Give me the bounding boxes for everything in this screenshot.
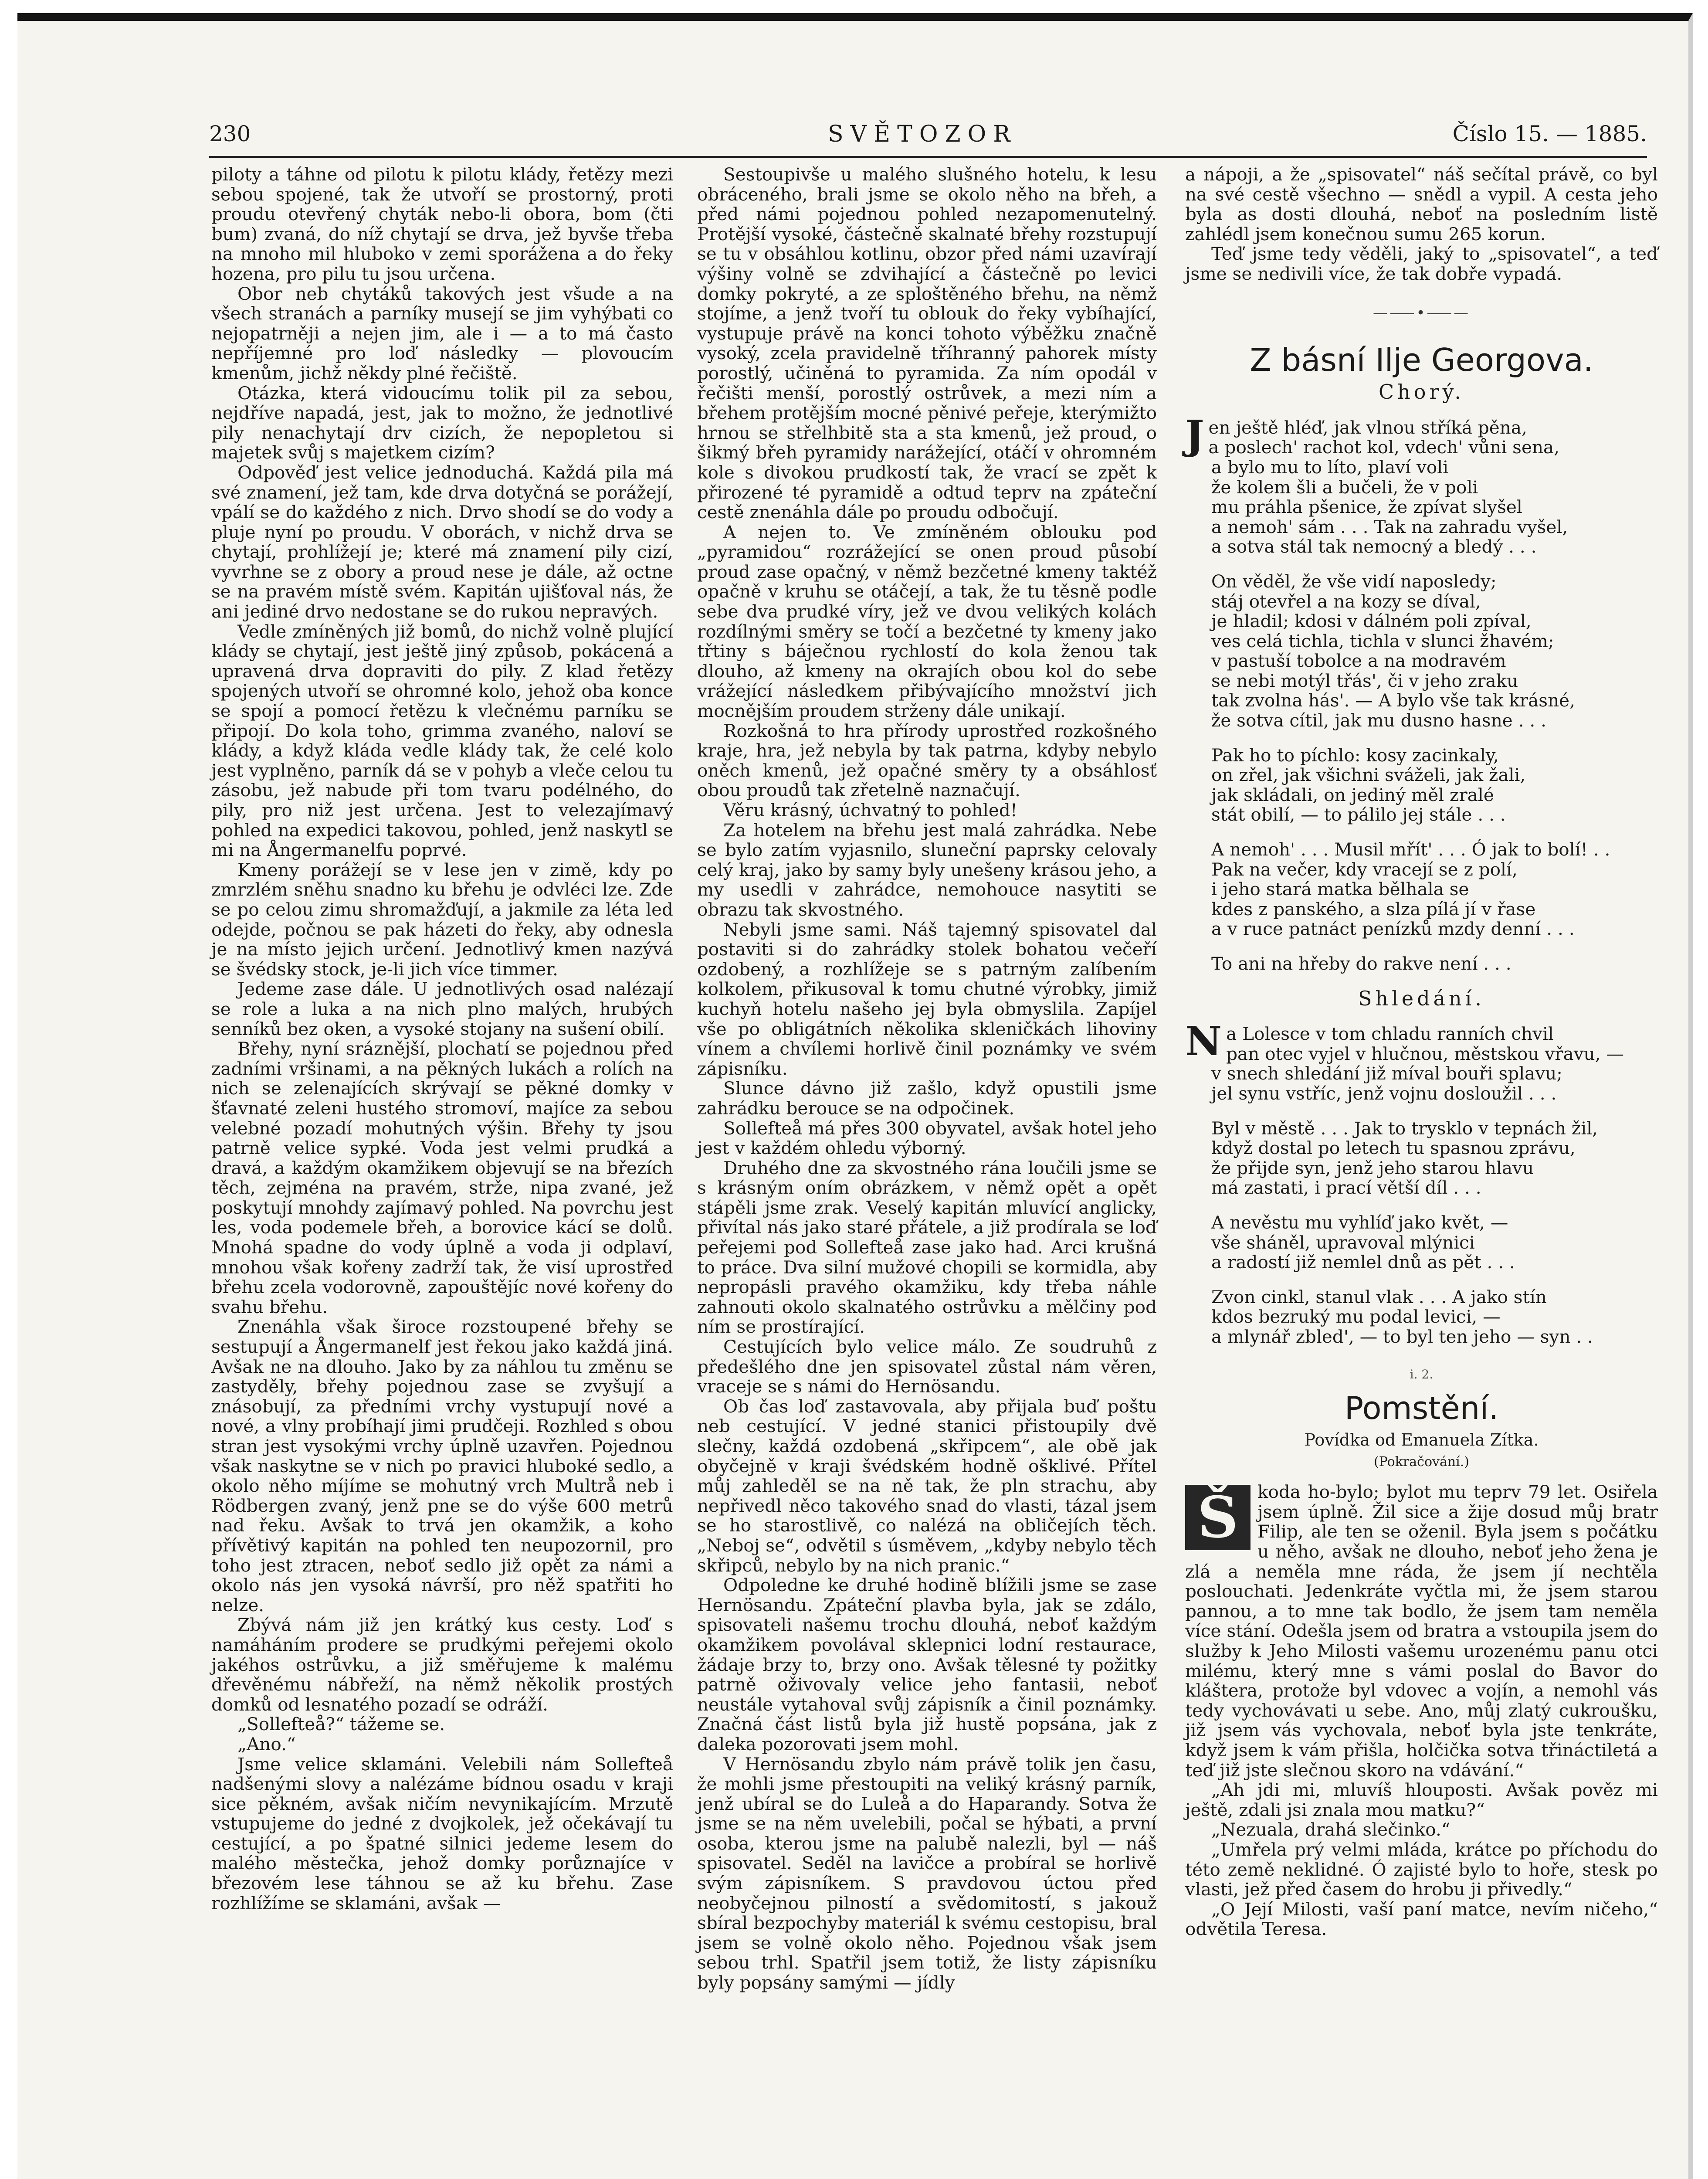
poem-stanza [1185,840,1658,939]
paragraph: Znenáhla však široce rozstoupené břehy se sestupují a Ångermanelf jest řekou jako každá jiná. Avšak ne na dlouho. Jako by za náhlou tu změnu se zastyděly, břehy pojednou zase se zvyšují a znásobují, za předními vrchy vystupují nové a nové, a vlny probíhají jimi prudčeji. Rozhled s obou stran jest vysokými vrchy úplně uzavřen. Pojednou však naskytne se v nich po pravici hluboké sedlo, a okolo něho míjíme se mohutný vrch Multrå neb i Rödbergen zvaný, jenž pne se do výše 600 metrů nad řeku. Avšak to trvá jen okamžik, a koho přívětivý kapitán na pohled ten neupozornil, pro toho jest ztracen, neboť sedlo již opět za námi a okolo nás jen vysoká návrší, pro něž spatřiti ho nelze. [211,1316,673,1616]
verse-line: On věděl, že vše vidí naposledy; [1211,570,1497,592]
paragraph: „Umřela prý velmi mláda, krátce po příchodu do této země neklidné. Ó zajisté bylo to hoře, stesk po vlasti, jež před časem do hrobu ji přivedly.“ [1185,1839,1658,1900]
verse-line: stát obilí, — to pálilo jej stále . . . [1211,804,1506,825]
verse-line: Pak ho to píchlo: kosy zacinkaly, [1211,744,1499,766]
verse-line: jak skládali, on jediný měl zralé [1211,784,1494,805]
paragraph [1185,1482,1658,1780]
verse-line: stáj otevřel a na kozy se díval, [1211,591,1481,612]
paragraph: Zbývá nám již jen krátký kus cesty. Loď s namáháním prodere se prudkými peřejemi okolo jakéhos ostrůvku, a již směřujeme k malému dřevěnému nábřeží, na němž několik prostých domků od lesnatého pozadí se odráží. [211,1614,673,1715]
paragraph: Obor neb chytáků takových jest všude a na všech stranách a parníky musejí se jim vyhýbati co nejopatrněji a nejen jim, ale i — a to má často nepříjemné pro loď následky — plovoucím kmenům, jichž někdy plné řečiště. [211,283,673,384]
page-header [209,121,1647,156]
verse-line: a radostí již nemlel dnů as pět . . . [1211,1252,1515,1273]
verse-line: a bylo mu to líto, plaví voli [1211,456,1449,478]
verse-line: Byl v městě . . . Jak to trysklo v tepnách žil, [1211,1117,1598,1139]
paragraph: Za hotelem na břehu jest malá zahrádka. Nebe se bylo zatím vyjasnilo, sluneční paprsky celovaly celý kraj, jako by samy byly unešeny krásou jeho, a my usedli v zahrádce, nemohouce nasytiti se obrazu tak skvostného. [697,819,1157,920]
verse-line: a Lolesce v tom chladu ranních chvil [1226,1023,1554,1045]
poem-stanza [1185,411,1658,557]
paragraph: A nejen to. Ve zmíněném oblouku pod „pyramidou“ rozrážející se onen proud působí proud zase opačný, v němž bezčetné kmeny taktéž opačně v kruhu se otáčejí, a tak, že tu těsně podle sebe dva prudké víry, jež ve dvou velikých kolách rozdílnými směry se točí a bezčetné ty kmeny jako třtiny s báječnou rychlostí do kola ženou tak dlouho, až kmeny na okrajích obou kol do sebe vrážející následkem přibývajícího množství jich mocnějším proudem strženy dále unikají. [697,521,1157,722]
poem-stanza [1185,954,1658,974]
verse-line: když dostal po letech tu spasnou zprávu, [1211,1137,1576,1159]
verse-line: tak zvolna hás'. — A bylo vše tak krásné, [1211,690,1575,711]
paragraph: Sestoupivše u malého slušného hotelu, k lesu obráceného, brali jsme se okolo něho na břeh, a před námi pojednou pohled nezapomenutelný. Protější vysoké, částečně skalnaté břehy rozstupují se tu v obsáhlou kotlinu, obzor před námi uzavírají výšiny volně se zdvihající a částečně po levici domky pokryté, a ze sploštěného břehu, na němž stojíme, a jenž tvoří tu oblouk do řeky vybíhající, vystupuje právě na konci tohoto výběžku značně vysoký, zcela pravidelně tříhranný pahorek místy porostlý, učiněná to pyramida. Za ním opodál v řečišti menší, porostlý ostrůvek, a mezi ním a břehem protějším mocné pěnivé peřeje, kterýmižto hrnou se střelhbitě sta a sta kmenů, jež proud, o šikmý břeh pyramidy narážející, otáčí v ohromném kole s divokou prudkostí tak, že vrací se zpět k přirozené té pyramidě a odtud teprv na zpáteční cestě znenáhla dále po proudu odbočují. [697,164,1157,523]
verse-line: Pak na večer, kdy vracejí se z polí, [1211,859,1518,880]
paragraph: „Sollefteå?“ tážeme se. [237,1714,445,1735]
poem-title: Shledání. [1358,986,1485,1010]
verse-line: en ještě hléď, jak vlnou stříká pěna, [1208,417,1527,438]
verse-line: a nemoh' sám . . . Tak na zahradu vyšel, [1211,516,1568,537]
paragraph: Břehy, nyní sráznější, plochatí se pojednou před zadními vršinami, a na pěkných lukách a rolích na nich se zelenajících skrývají se pěkné domky v šťavnaté zeleni hustého stromoví, majíce za sebou velebné pozadí mohutných výšin. Břehy ty jsou patrně velice sypké. Voda jest velmi prudká a dravá, a každým okamžikem objevují se na březích těch, zejména na pravém, strže, nipa zvané, jež poskytují mnohdy zajímavý pohled. Na povrchu jest les, voda podemele břeh, a borovice kácí se dolů. Mnohá spadne do vody úplně a voda ji odplaví, mnohou však kořeny zadrží tak, že visí uprostřed břehu zcela vodorovně, zapouštějíc nové kořeny do svahu břehu. [211,1038,673,1317]
paragraph-text: koda ho-bylo; bylot mu teprv 79 let. Osiřela jsem úplně. Žil sice a žije dosud můj bratr Filip, ale ten se oženil. Byla jsem s počátku u něho, avšak ne dlouho, neboť jeho žena je zlá a neměla mne ráda, že jsem jí nechtěla poslouchati. Jedenkráte vyčtla mi, že jsem starou pannou, a to mne tak bodlo, že jsem tam neměla více stání. Odešla jsem od bratra a vstoupila jsem do služby k Jeho Milosti vašemu urozenému panu otci milému, který mne s vámi poslal do Bavor do kláštera, protože byl vdovec a vojín, a nemohl vás tedy vychovávati u sebe. Ano, můj zlatý cukroušku, již jsem vás vychovala, neboť byla jste tenkráte, když jsem k vám přišla, holčička sotva třináctiletá a teď již jste slečnou skoro na vdávání.“ [1185,1481,1658,1781]
poem-title: Chorý. [1378,380,1464,404]
paragraph: „Ah jdi mi, mluvíš hlouposti. Avšak pověz mi ještě, zdali jsi znala mou matku?“ [1185,1779,1658,1820]
verse-line: je hladil; kdosi v dálném poli zpíval, [1211,611,1532,632]
poem-stanza [1185,746,1658,825]
paragraph: Ob čas loď zastavovala, aby přijala buď poštu neb cestující. V jedné stanici přistoupily dvě slečny, každá ozdobená „skřipcem“, ale obě jak obyčejně v kraji švédském hodně ošklivé. Přítel můj zahleděl se na ně tak, že pln strachu, aby nepřivedl něco takového snad do vlasti, tázal jsem se ho starostlivě, co nalézá na obličejích těch. „Neboj se“, odvětil s úsměvem, „kdyby nebylo těch skřipců, nebylo by na nich pranic.“ [697,1395,1157,1576]
poem-stanza [1185,572,1658,731]
verse-line: se nebi motýl třás', či v jeho zraku [1211,670,1518,691]
issue-info: Číslo 15. — 1885. [1452,121,1647,146]
verse-line: A nevěstu mu vyhlíď jako květ, — [1211,1212,1508,1233]
verse-line: i jeho stará matka bělhala se [1211,879,1469,900]
paragraph: Odpoledne ke druhé hodině blížili jsme se zase Hernösandu. Zpáteční plavba byla, jak se zdálo, spisovateli našemu trochu dlouhá, neboť každým okamžikem povolával sklepnici lodní restaurace, žádaje brzy to, brzy ono. Avšak tělesné ty požitky patrně oživovaly velice jeho fantasii, neboť neustále vytahoval svůj zápisník a činil poznámky. Značná část listů byla již hustě popsána, jak z daleka pozorovati jsem mohl. [697,1575,1157,1755]
verse-line: on zřel, jak všichni sváželi, jak žali, [1211,764,1526,786]
verse-line: ves celá tichla, tichla v slunci žhavém; [1211,630,1554,652]
poem-stanza [1185,1018,1658,1104]
verse-line: vše sháněl, upravoval mlýnici [1211,1232,1475,1253]
paragraph: Odpověď jest velice jednoduchá. Každá pila má své znamení, jež tam, kde drva dotyčná se porážejí, vpálí se do každého z nich. Drvo shodí se do vody a pluje nyní po proudu. V oborách, v nichž drva se chytají, prohlížejí je; které má znamení pily cizí, vyvrhne se z obory a proud nese je dále, až octne se na pravém místě svém. Kapitán ujišťoval nás, že ani jediné drvo nedostane se do rukou nepravých. [211,462,673,622]
verse-line: a poslech' rachot kol, vdech' vůni sena, [1208,437,1560,458]
column-middle [697,165,1157,1993]
ornamental-initial: Š [1185,1485,1250,1550]
paragraph: Druhého dne za skvostného rána loučili jsme se s krásným oním obrázkem, v němž opět a opět stápěli jsme zrak. Veselý kapitán mluvící anglicky, přivítal nás jako staré přátele, a již prodírala se loď peřejemi pod Sollefteå zase jako had. Arci krušná to práce. Dva silní mužové chopili se kormidla, aby nepropásli pravého okamžiku, kdy třeba náhle zahnouti okolo skalnatého ostrůvku a mělčiny pod ním se prostírající. [697,1157,1157,1337]
page-number: 230 [209,121,251,146]
verse-line: že kolem šli a bučeli, že v poli [1211,476,1478,498]
continued-note: (Pokračování.) [1374,1454,1469,1470]
paragraph: piloty a táhne od pilotu k pilotu klády, řetězy mezi sebou spojené, tak že utvoří se prostorný, proti proudu otevřený chyták nebo-li obora, bom (čti bum) zvaná, do níž chytají se drva, jež byvše třeba na mnoho mil hluboko v zemi sporážena a do řeky hozena, pro pilu tu jsou určena. [211,164,673,284]
verse-line: a sotva stál tak nemocný a bledý . . . [1211,536,1537,557]
paragraph: „O Její Milosti, vaší paní matce, nevím ničeho,“ odvětila Teresa. [1185,1898,1658,1940]
paragraph: Jedeme zase dále. U jednotlivých osad nalézají se role a luka a na nich plno malých, hrubých senníků bez oken, a vysoké stojany na sušení obilí. [211,978,673,1039]
paragraph: a nápoji, a že „spisovatel“ náš sečítal právě, co byl na své cestě všechno — snědl a vypil. A cesta jeho byla as dosti dlouhá, neboť na posledním listě zahlédl jsem konečnou sumu 265 korun. [1185,164,1658,244]
verse-line: mu práhla pšenice, že zpívat slyšel [1211,496,1522,518]
header-rule [209,156,1647,158]
verse-line: pan otec vyjel v hlučnou, městskou vřavu, — [1226,1043,1624,1064]
section-divider: —⸺•⸺— [1372,304,1471,322]
verse-line: v pastuší tobolce a na modravém [1211,650,1506,672]
paragraph: Sollefteå má přes 300 obyvatel, avšak hotel jeho jest v každém ohledu výborný. [697,1117,1157,1159]
verse-line: jel synu vstříc, jenž vojnu dosloužil . . . [1211,1083,1557,1104]
paragraph: Teď jsme tedy věděli, jaký to „spisovatel“, a teď jsme se nedivili více, že tak dobře vypadá. [1185,243,1658,284]
verse-line: a v ruce patnáct penízků mzdy denní . . . [1211,918,1575,940]
story-title: Pomstění. [1344,1390,1499,1427]
paragraph: Nebyli jsme sami. Náš tajemný spisovatel dal postaviti si do zahrádky stolek bohatou večeří ozdobený, a rozhlížeje se s patrným zalíbením kolkolem, přikusoval k tomu chutné výrobky, jimiž kuchyň hotelu našeho jej byla obmyslila. Zapíjel vše po obligátních několika skleničkách lihoviny vínem a chvílemi horlivě činil poznámky ve svém zápisníku. [697,919,1157,1079]
verse-line: má zastati, i prací větší díl . . . [1211,1177,1481,1198]
paragraph: „Nezuala, drahá slečinko.“ [1211,1819,1450,1840]
paragraph: V Hernösandu zbylo nám právě tolik jen času, že mohli jsme přestoupiti na veliký krásný parník, jenž ubíral se do Luleå a do Haparandy. Sotva že jsme se na něm uvelebili, počal se hýbati, a první osoba, kterou jsme na palubě nalezli, byl — náš spisovatel. Seděl na lavičce a probíral se horlivě svým zápisníkem. S pravdovou úctou před neobyčejnou pilností a svědomitostí, s jakouž sbíral bezpochyby materiál k svému cestopisu, bral jsem se volně okolo něho. Pojednou však jsem sebou trhl. Spatřil jsem totiž, že listy zápisníku byly popsány samými — jídly [697,1753,1157,1993]
paragraph: „Ano.“ [237,1733,296,1755]
poem-stanza [1185,1287,1658,1347]
paragraph: Rozkošná to hra přírody uprostřed rozkošného kraje, hra, jež nebyla by tak patrna, kdyby nebylo oněch kmenů, jež opačné směry ty a obsáhlosť obou proudů tak zřetelně naznačují. [697,720,1157,801]
newspaper-page [17,13,1693,2179]
paragraph: Kmeny porážejí se v lese jen v zimě, kdy po zmrzlém sněhu snadno ku břehu je odvléci lze. Zde se po celou zimu shromažďují, a jakmile za léta led odejde, počnou se pak házeti do řeky, aby odnesla je na místo jejich určení. Jednotlivý kmen nazývá se švédsky stock, je-li jich více timmer. [211,859,673,980]
column-right [1185,165,1658,1939]
poem-stanza [1185,1119,1658,1198]
paragraph: Vedle zmíněných již bomů, do nichž volně plující klády se chytají, jest ještě jiný způsob, pokácená a upravená drva dopraviti do pily. Z klad řetězy spojených utvoří se ohromné kolo, jehož oba konce se spojí a pomocí řetězu k vlečnému parníku se připojí. Do kola toho, grimma zvaného, naloví se klády, a když kláda vedle klády tak, že celé kolo jest vyplněno, parník dá se v pohyb a vleče celou tu zásobu, jež nabude při tom tvaru podélného, do pily, pro niž jest určena. Jest to velezajímavý pohled na expedici takovou, pohled, jenž naskytl se mi na Ångermanelfu poprvé. [211,621,673,861]
paragraph: Jsme velice sklamáni. Velebili nám Sollefteå nadšenými slovy a nalézáme bídnou osadu v kraji sice pěkném, avšak ničím nevynikajícím. Mrzutě vstupujeme do jedné z dvojkolek, jež očekávají tu cestující, a po špatné silnici jedeme lesem do malého městečka, jehož domky porůznajíce v březovém lese táhnou se až ku břehu. Zase rozhlížíme se sklamáni, avšak — [211,1753,673,1914]
poetry-section-title: Z básní Ilje Georgova. [1250,342,1593,379]
drop-capital: N [1185,1018,1222,1065]
story-byline: Povídka od Emanuela Zítka. [1304,1430,1539,1450]
verse-line: Zvon cinkl, stanul vlak . . . A jako stín [1211,1286,1547,1307]
paragraph: Věru krásný, úchvatný to pohled! [723,800,1018,821]
section-marker: i. 2. [1410,1367,1434,1381]
verse-line: a mlynář zbled', — to byl ten jeho — syn . . [1211,1326,1593,1347]
poem-stanza [1185,1213,1658,1273]
drop-capital: J [1185,411,1204,458]
verse-line: v snech shledání již míval bouři splavu; [1211,1063,1562,1084]
paragraph: Slunce dávno již zašlo, když opustili jsme zahrádku berouce se na odpočinek. [697,1078,1157,1119]
verse-line: kdos bezruký mu podal levici, — [1211,1306,1501,1327]
verse-line: A nemoh' . . . Musil mřít' . . . Ó jak to bolí! . . [1211,839,1610,860]
verse-line: To ani na hřeby do rakve není . . . [1211,953,1511,974]
verse-line: že sotva cítil, jak mu dusno hasne . . . [1211,710,1547,731]
verse-line: kdes z panského, a slza pílá jí v řase [1211,898,1536,920]
paragraph: Otázka, která vidoucímu tolik pil za sebou, nejdříve napadá, jest, jak to možno, že jednotlivé pily nenachytají drv cizích, že nepopletou si majetek svůj s majetkem cizím? [211,382,673,463]
journal-title: SVĚTOZOR [828,121,1017,147]
verse-line: že přijde syn, jenž jeho starou hlavu [1211,1157,1534,1178]
paragraph: Cestujících bylo velice málo. Ze soudruhů z předešlého dne jen spisovatel zůstal nám věren, vraceje se s námi do Hernösandu. [697,1336,1157,1397]
column-left [211,165,673,1913]
